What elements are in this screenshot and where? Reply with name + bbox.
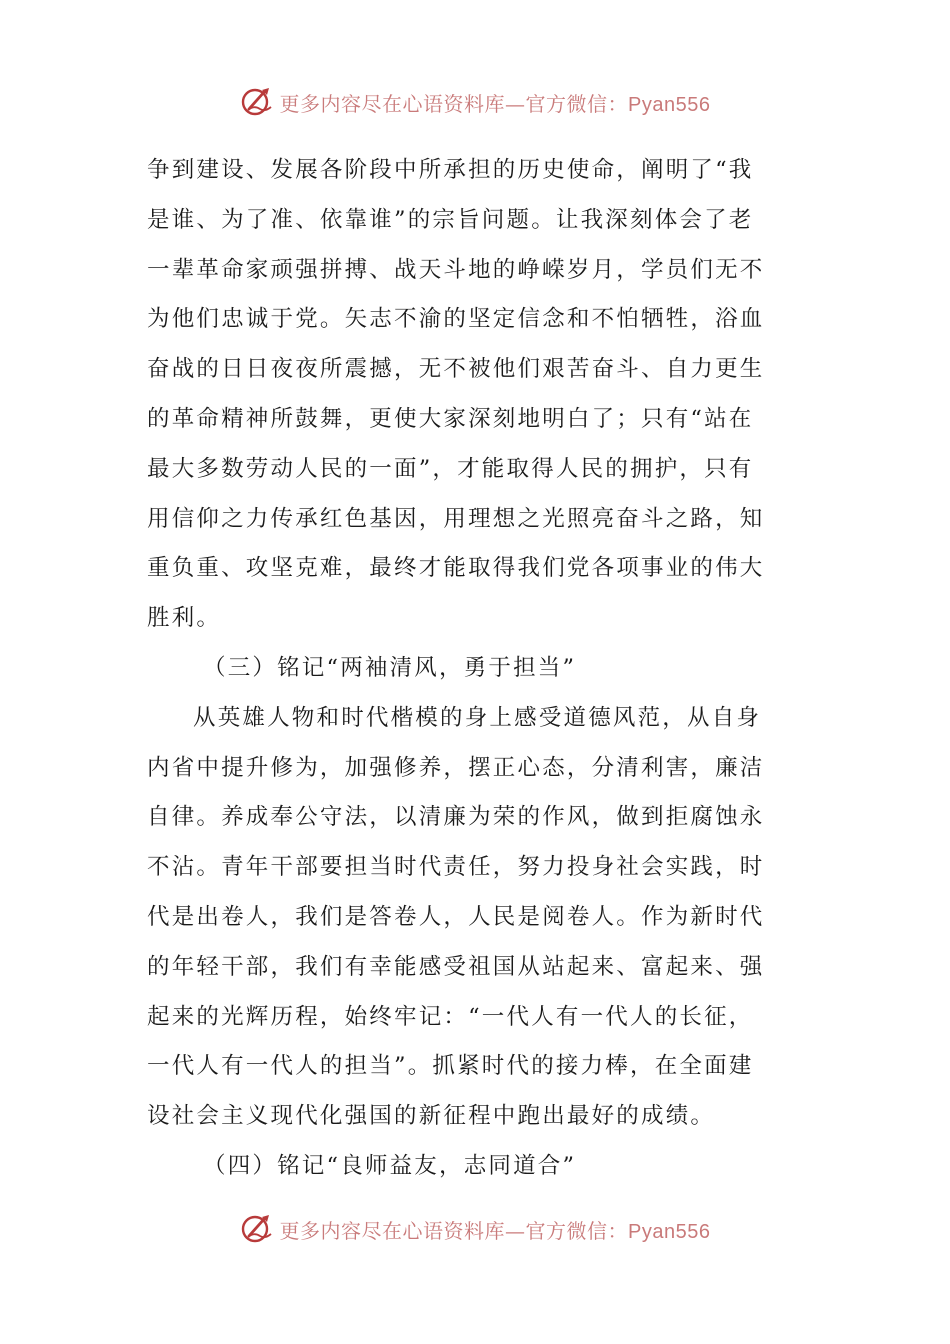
text-line: 用信仰之力传承红色基因，用理想之光照亮奋斗之路，知 bbox=[147, 505, 765, 532]
text-line: 最大多数劳动人民的一面”，才能取得人民的拥护，只有 bbox=[147, 455, 754, 482]
text-line: 一辈革命家顽强拼搏、战天斗地的峥嵘岁月，学员们无不 bbox=[147, 256, 765, 283]
footer-watermark bbox=[0, 1209, 950, 1249]
section-heading-4: （四）铭记“良师益友，志同道合” bbox=[203, 1152, 577, 1179]
pen-circle-logo-icon bbox=[240, 85, 274, 119]
text-line: 代是出卷人，我们是答卷人，人民是阅卷人。作为新时代 bbox=[147, 903, 765, 930]
text-line: 从英雄人物和时代楷模的身上感受道德风范，从自身 bbox=[193, 704, 762, 731]
text-line: 的年轻干部，我们有幸能感受祖国从站起来、富起来、强 bbox=[147, 953, 765, 980]
document-body bbox=[147, 146, 787, 1192]
text-line: 不沾。青年干部要担当时代责任，努力投身社会实践，时 bbox=[147, 854, 765, 881]
text-line: 争到建设、发展各阶段中所承担的历史使命，阐明了“我 bbox=[147, 157, 754, 183]
text-line: 一代人有一代人的担当”。抓紧时代的接力棒，在全面建 bbox=[147, 1053, 754, 1080]
text-line: 胜利。 bbox=[147, 605, 222, 632]
text-line: 重负重、攻坚克难，最终才能取得我们党各项事业的伟大 bbox=[147, 555, 765, 582]
text-line: 起来的光辉历程，始终牢记：“一代人有一代人的长征， bbox=[147, 1003, 754, 1030]
header-watermark bbox=[0, 82, 950, 122]
text-line: 为他们忠诚于党。矢志不渝的坚定信念和不怕牺牲，浴血 bbox=[147, 306, 765, 333]
text-line: 的革命精神所鼓舞，更使大家深刻地明白了；只有“站在 bbox=[147, 405, 754, 432]
pen-circle-logo-icon bbox=[240, 1212, 274, 1246]
text-line: 奋战的日日夜夜所震撼，无不被他们艰苦奋斗、自力更生 bbox=[147, 356, 765, 383]
section-heading-3: （三）铭记“两袖清风，勇于担当” bbox=[203, 654, 577, 681]
text-line: 内省中提升修为，加强修养，摆正心态，分清利害，廉洁 bbox=[147, 754, 765, 781]
text-line: 自律。养成奉公守法，以清廉为荣的作风，做到拒腐蚀永 bbox=[147, 804, 765, 831]
text-line: 是谁、为了准、依靠谁”的宗旨问题。让我深刻体会了老 bbox=[147, 206, 754, 233]
text-line: 设社会主义现代化强国的新征程中跑出最好的成绩。 bbox=[147, 1103, 716, 1130]
watermark-text: 更多内容尽在心语资料库—官方微信：Pyan556 bbox=[279, 1218, 711, 1243]
watermark-text: 更多内容尽在心语资料库—官方微信：Pyan556 bbox=[279, 91, 711, 116]
